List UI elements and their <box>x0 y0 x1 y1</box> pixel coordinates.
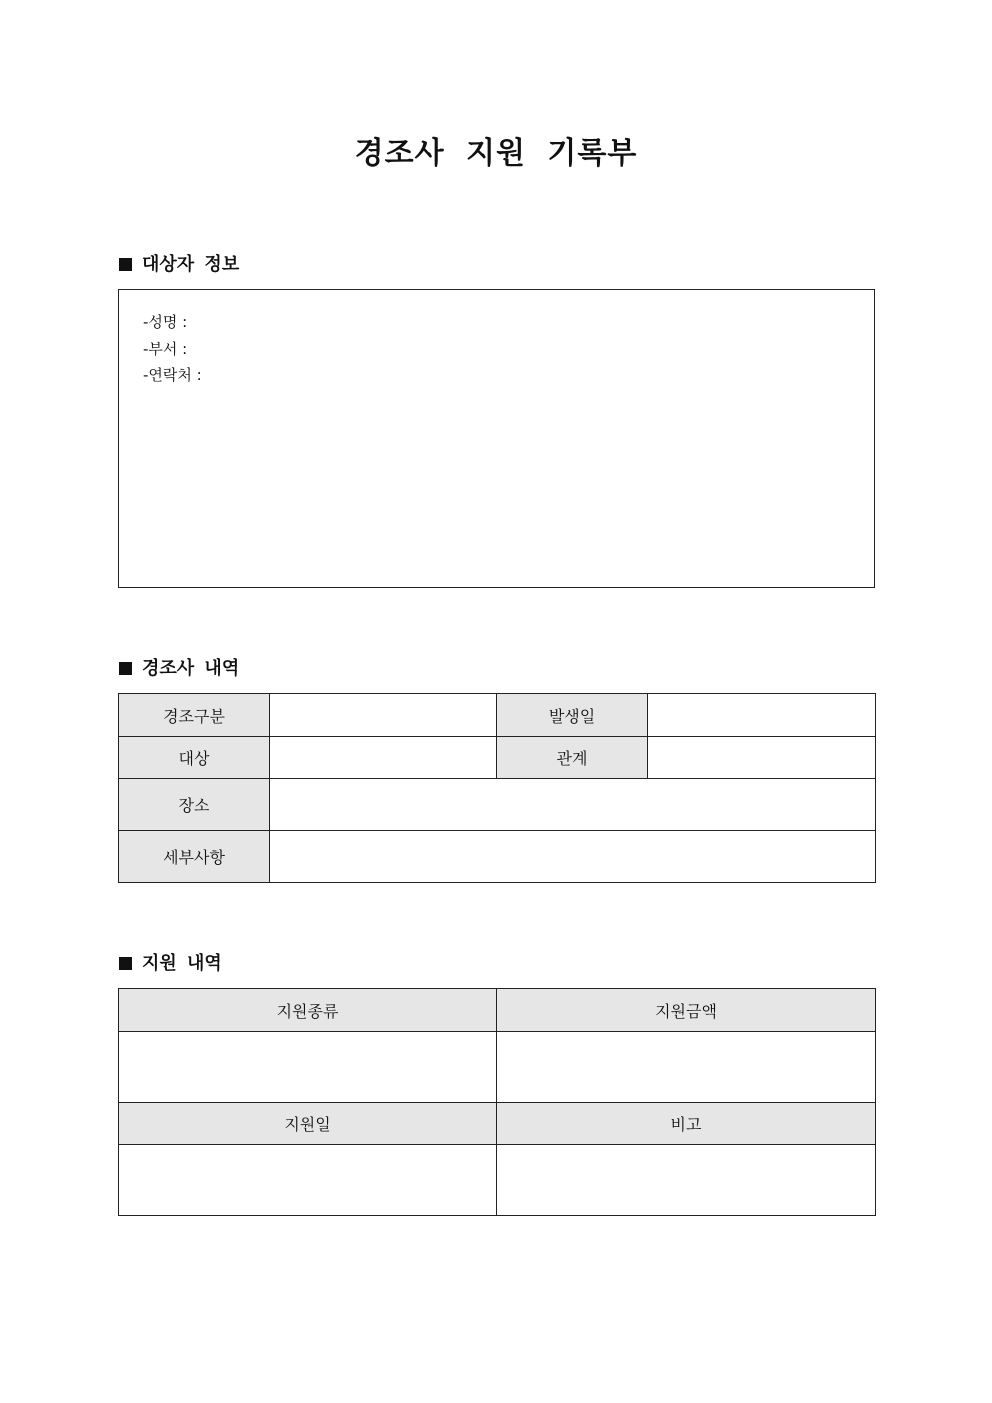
details-cell[interactable] <box>270 831 876 883</box>
support-type-cell[interactable] <box>119 1032 497 1103</box>
subject-label: 대상 <box>119 737 270 779</box>
event-type-cell[interactable] <box>270 694 497 737</box>
table-row <box>119 1032 876 1103</box>
target-info-heading <box>119 253 239 277</box>
table-row <box>119 779 876 831</box>
event-details-heading-text: 경조사 내역 <box>142 658 240 679</box>
remarks-label: 비고 <box>497 1103 876 1145</box>
occurrence-date-cell[interactable] <box>648 694 876 737</box>
square-bullet-icon <box>119 662 132 675</box>
target-info-lines <box>143 309 202 389</box>
contact-field-label[interactable]: -연락처 : <box>143 366 202 384</box>
relationship-cell[interactable] <box>648 737 876 779</box>
place-cell[interactable] <box>270 779 876 831</box>
table-row <box>119 737 876 779</box>
table-row <box>119 1145 876 1216</box>
document-title: 경조사 지원 기록부 <box>354 136 638 171</box>
occurrence-date-label: 발생일 <box>497 694 648 737</box>
details-label: 세부사항 <box>119 831 270 883</box>
support-amount-label: 지원금액 <box>497 989 876 1032</box>
table-row <box>119 989 876 1032</box>
target-info-heading-text: 대상자 정보 <box>142 254 240 275</box>
event-details-heading <box>119 657 239 681</box>
support-type-label: 지원종류 <box>119 989 497 1032</box>
support-amount-cell[interactable] <box>497 1032 876 1103</box>
table-row <box>119 694 876 737</box>
department-field-label[interactable]: -부서 : <box>143 339 188 358</box>
event-details-table <box>118 693 876 883</box>
name-field-label[interactable]: -성명 : <box>143 313 188 331</box>
event-type-label: 경조구분 <box>119 694 270 737</box>
relationship-label: 관계 <box>497 737 648 779</box>
table-row <box>119 831 876 883</box>
remarks-cell[interactable] <box>497 1145 876 1216</box>
support-date-label: 지원일 <box>119 1103 497 1145</box>
support-date-cell[interactable] <box>119 1145 497 1216</box>
support-details-heading-text: 지원 내역 <box>142 953 222 974</box>
place-label: 장소 <box>119 779 270 831</box>
subject-cell[interactable] <box>270 737 497 779</box>
square-bullet-icon <box>119 957 132 970</box>
target-info-box <box>118 289 875 588</box>
support-details-table <box>118 988 876 1216</box>
support-details-heading <box>119 952 222 976</box>
table-row <box>119 1103 876 1145</box>
square-bullet-icon <box>119 258 132 271</box>
